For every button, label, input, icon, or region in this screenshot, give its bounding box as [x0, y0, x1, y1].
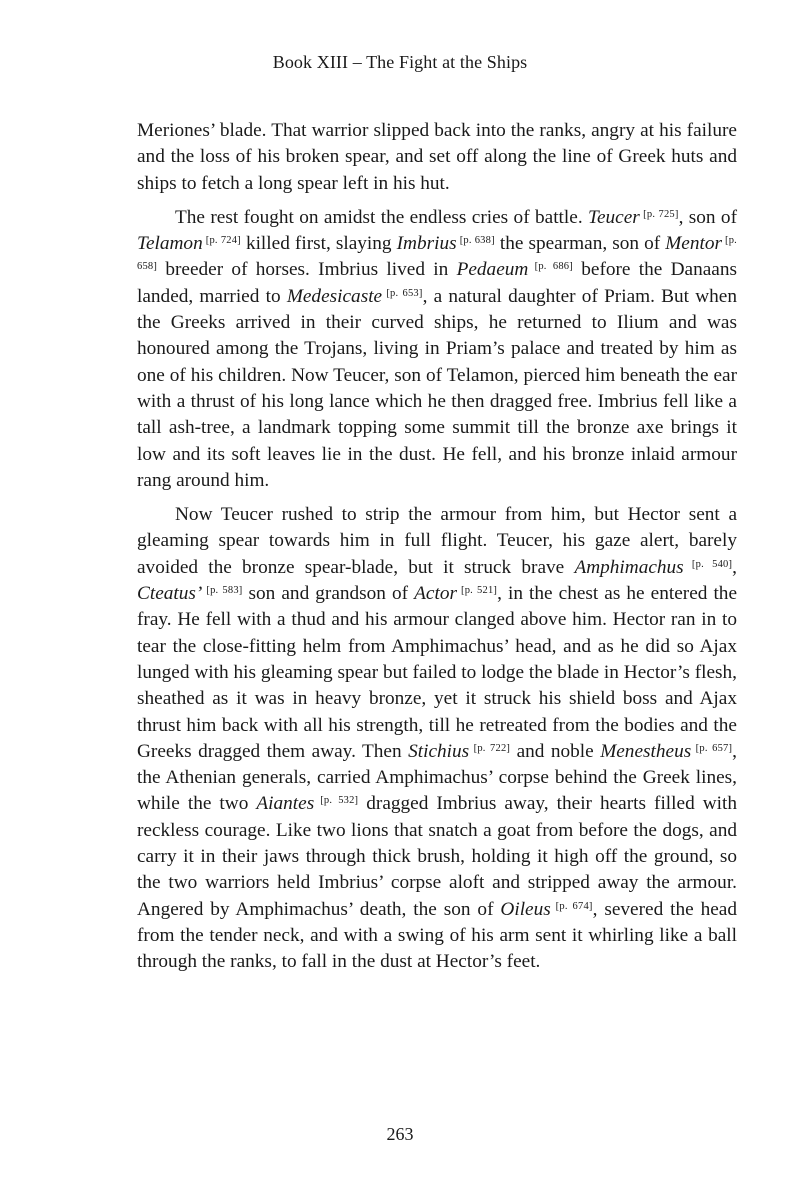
italic-name: Actor: [414, 583, 457, 605]
body-text: [137, 118, 737, 984]
italic-name: Mentor: [665, 233, 722, 255]
paragraph: [137, 118, 737, 197]
text-run: The rest fought on amidst the endless cries of battle.: [175, 206, 589, 228]
text-run: , in the chest as he entered the fray. He fell with a thud and his armour clanged above him. Hector ran in to tear the close-fitting helm from Amphimachus’ head, and as he did so Ajax lunged with his gleaming spear but failed to lodge the blade in Hector’s flesh, sheathed as it was in heavy bronze, yet it struck his shield boss and Ajax thrust him back with all his strength, till he retreated from the bodies and the Greeks dragged them away. Then: [137, 583, 738, 762]
italic-name: Cteatus’: [137, 583, 203, 605]
page-reference: [p. 583]: [202, 585, 243, 597]
text-run: son and grandson of: [242, 583, 415, 605]
text-run: before the Danaans landed, married to: [137, 259, 738, 307]
page-reference: [p. 540]: [683, 558, 733, 570]
italic-name: Stichius: [408, 740, 470, 762]
italic-name: Aiantes: [256, 793, 315, 815]
text-run: killed first, slaying: [240, 233, 397, 255]
italic-name: Telamon: [137, 233, 203, 255]
page-reference: [p. 653]: [382, 287, 423, 299]
page-reference: [p. 657]: [691, 742, 733, 754]
text-run: dragged Imbrius away, their hearts filled with reckless courage. Like two lions that snatch a goat from before the dogs, and carry it in their jaws through thick brush, holding it high off the ground, so the two warriors held Imbrius’ corpse aloft and stripped away the armour. Angered by Amphimachus’ death, the son of: [137, 793, 738, 920]
page-reference: [p. 725]: [639, 208, 679, 220]
text-run: , severed the head from the tender neck, and with a swing of his arm sent it whirling like a ball through the ranks, to fall in the dust at Hector’s feet.: [137, 898, 737, 973]
italic-name: Oileus: [500, 898, 551, 920]
text-run: Now Teucer rushed to strip the armour from him, but Hector sent a gleaming spear towards him in full flight. Teucer, his gaze alert, barely avoided the bronze spear-blade, but it struck brave: [137, 504, 737, 578]
italic-name: Medesicaste: [286, 285, 383, 307]
text-run: , son of: [678, 206, 737, 228]
page-reference: [p. 674]: [550, 900, 593, 912]
italic-name: Amphimachus: [574, 556, 684, 578]
page-reference: [p. 658]: [137, 235, 738, 273]
running-header: Book XIII – The Fight at the Ships: [272, 52, 528, 72]
page-reference: [p. 724]: [202, 235, 241, 247]
text-run: and noble: [510, 740, 601, 762]
page-reference: [p. 521]: [456, 585, 498, 597]
italic-name: Menestheus: [600, 740, 692, 762]
page-number: 263: [386, 1124, 414, 1144]
text-run: ,: [732, 556, 737, 578]
text-run: Meriones’ blade. That warrior slipped back into the ranks, angry at his failure and the loss of his broken spear, and set off along the line of Greek huts and ships to fetch a long spear left in his hut.: [137, 120, 737, 194]
italic-name: Pedaeum: [456, 259, 529, 281]
page-reference: [p. 722]: [469, 742, 511, 754]
text-run: , a natural daughter of Priam. But when the Greeks arrived in their curved ships, he returned to Ilium and was honoured among the Trojans, living in Priam’s palace and treated by him as one of his children. Now Teucer, son of Telamon, pierced him beneath the ear with a thrust of his long lance which he then dragged free. Imbrius fell like a tall ash-tree, a landmark topping some summit till the bronze axe brings it low and its soft leaves lie in the dust. He fell, and his bronze inlaid armour rang around him.: [137, 285, 737, 491]
page-reference: [p. 638]: [456, 235, 495, 247]
text-run: the spearman, son of: [494, 233, 666, 255]
italic-name: Imbrius: [396, 233, 457, 255]
paragraph: [137, 502, 737, 975]
page-reference: [p. 686]: [528, 261, 573, 273]
text-run: , the Athenian generals, carried Amphimachus’ corpse behind the Greek lines, while the two: [137, 740, 737, 815]
page-reference: [p. 532]: [314, 795, 359, 807]
paragraph: [137, 205, 737, 494]
italic-name: Teucer: [588, 206, 640, 228]
text-run: breeder of horses. Imbrius lived in: [157, 259, 457, 281]
